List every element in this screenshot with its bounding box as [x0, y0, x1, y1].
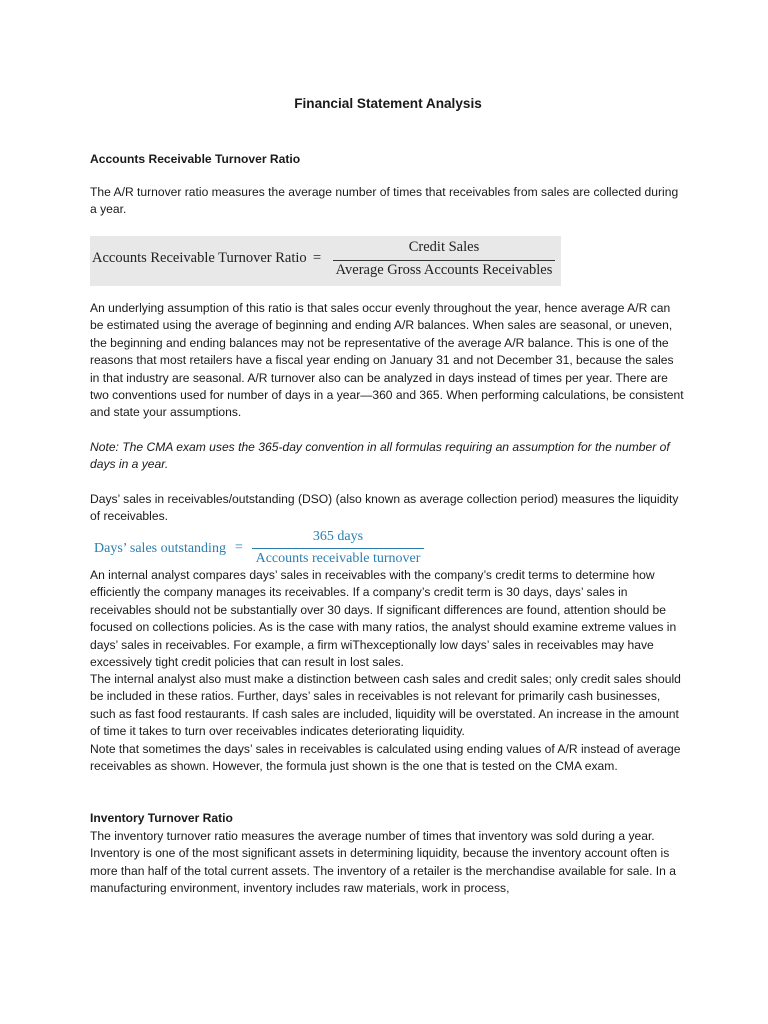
- dso-formula-denominator: Accounts receivable turnover: [255, 551, 421, 566]
- analyst-paragraph-2: The internal analyst also must make a distinction between cash sales and credit sales; only credit sales should be included in these ratios. Further, days’ sales in receivables is not relevant for primarily cash businesses, such as fast food restaurants. If cash sales are included, liquidity will be overstated. An increase in the amount of time it takes to turn over receivables indicates deteriorating liquidity.: [90, 672, 681, 739]
- formula-denominator: Average Gross Accounts Receivables: [335, 262, 553, 278]
- formula-equals: =: [313, 250, 322, 266]
- cma-note: Note: The CMA exam uses the 365-day convention in all formulas requiring an assumption for the number of days in a year.: [90, 440, 670, 472]
- ar-turnover-intro: The A/R turnover ratio measures the average number of times that receivables from sales are collected during a year.: [90, 185, 679, 217]
- dso-formula-equals: =: [235, 540, 243, 555]
- inventory-turnover-paragraph: The inventory turnover ratio measures the average number of times that inventory was sold during a year. Inventory is one of the most significant assets in determining liquidity, because the inventory account often is more than half of the total current assets. The inventory of a retailer is the merchandise available for sale. In a manufacturing environment, inventory includes raw materials, work in process,: [90, 829, 676, 896]
- section-heading-ar-turnover: Accounts Receivable Turnover Ratio: [90, 152, 301, 166]
- formula-numerator: Credit Sales: [408, 239, 480, 255]
- dso-intro: Days’ sales in receivables/outstanding (DSO) (also known as average collection period) measures the liquidity of receivables.: [90, 492, 679, 524]
- analyst-paragraph-3: Note that sometimes the days’ sales in receivables is calculated using ending values of A/R instead of average receivables as shown. However, the formula just shown is the one that is tested on the CMA exam.: [90, 742, 681, 774]
- dso-formula-lhs: Days’ sales outstanding: [94, 541, 226, 556]
- fraction-bar: [333, 260, 555, 261]
- formula-lhs: Accounts Receivable Turnover Ratio: [92, 250, 307, 266]
- ar-turnover-formula: [90, 236, 561, 286]
- analyst-paragraph-1: An internal analyst compares days’ sales in receivables with the company’s credit terms to determine how efficiently the company manages its receivables. If a company’s credit term is 30 days, days’ sales in receivables should not be substantially over 30 days. If significant differences are found, attention should be focused on collections policies. As is the case with many ratios, the analyst should examine extreme values in days’ sales in receivables. For example, a firm wiThexceptionally low days’ sales in receivables may have excessively tight credit policies that can result in lost sales.: [90, 568, 677, 670]
- ar-assumption-paragraph: An underlying assumption of this ratio is that sales occur evenly throughout the year, hence average A/R can be estimated using the average of beginning and ending A/R balances. When sales are seasonal, or uneven, the beginning and ending balances may not be representative of the average A/R balance. This is one of the reasons that most retailers have a fiscal year ending on January 31 and not December 31, because the sales in that industry are seasonal. A/R turnover also can be analyzed in days instead of times per year. There are two conventions used for number of days in a year—360 and 365. When performing calculations, be consistent and state your assumptions.: [90, 301, 684, 420]
- section-heading-inventory-turnover: Inventory Turnover Ratio: [90, 811, 233, 825]
- dso-fraction-bar: [252, 548, 424, 549]
- page-title: Financial Statement Analysis: [294, 96, 482, 111]
- dso-formula: [94, 527, 424, 569]
- dso-formula-numerator: 365 days: [312, 529, 364, 544]
